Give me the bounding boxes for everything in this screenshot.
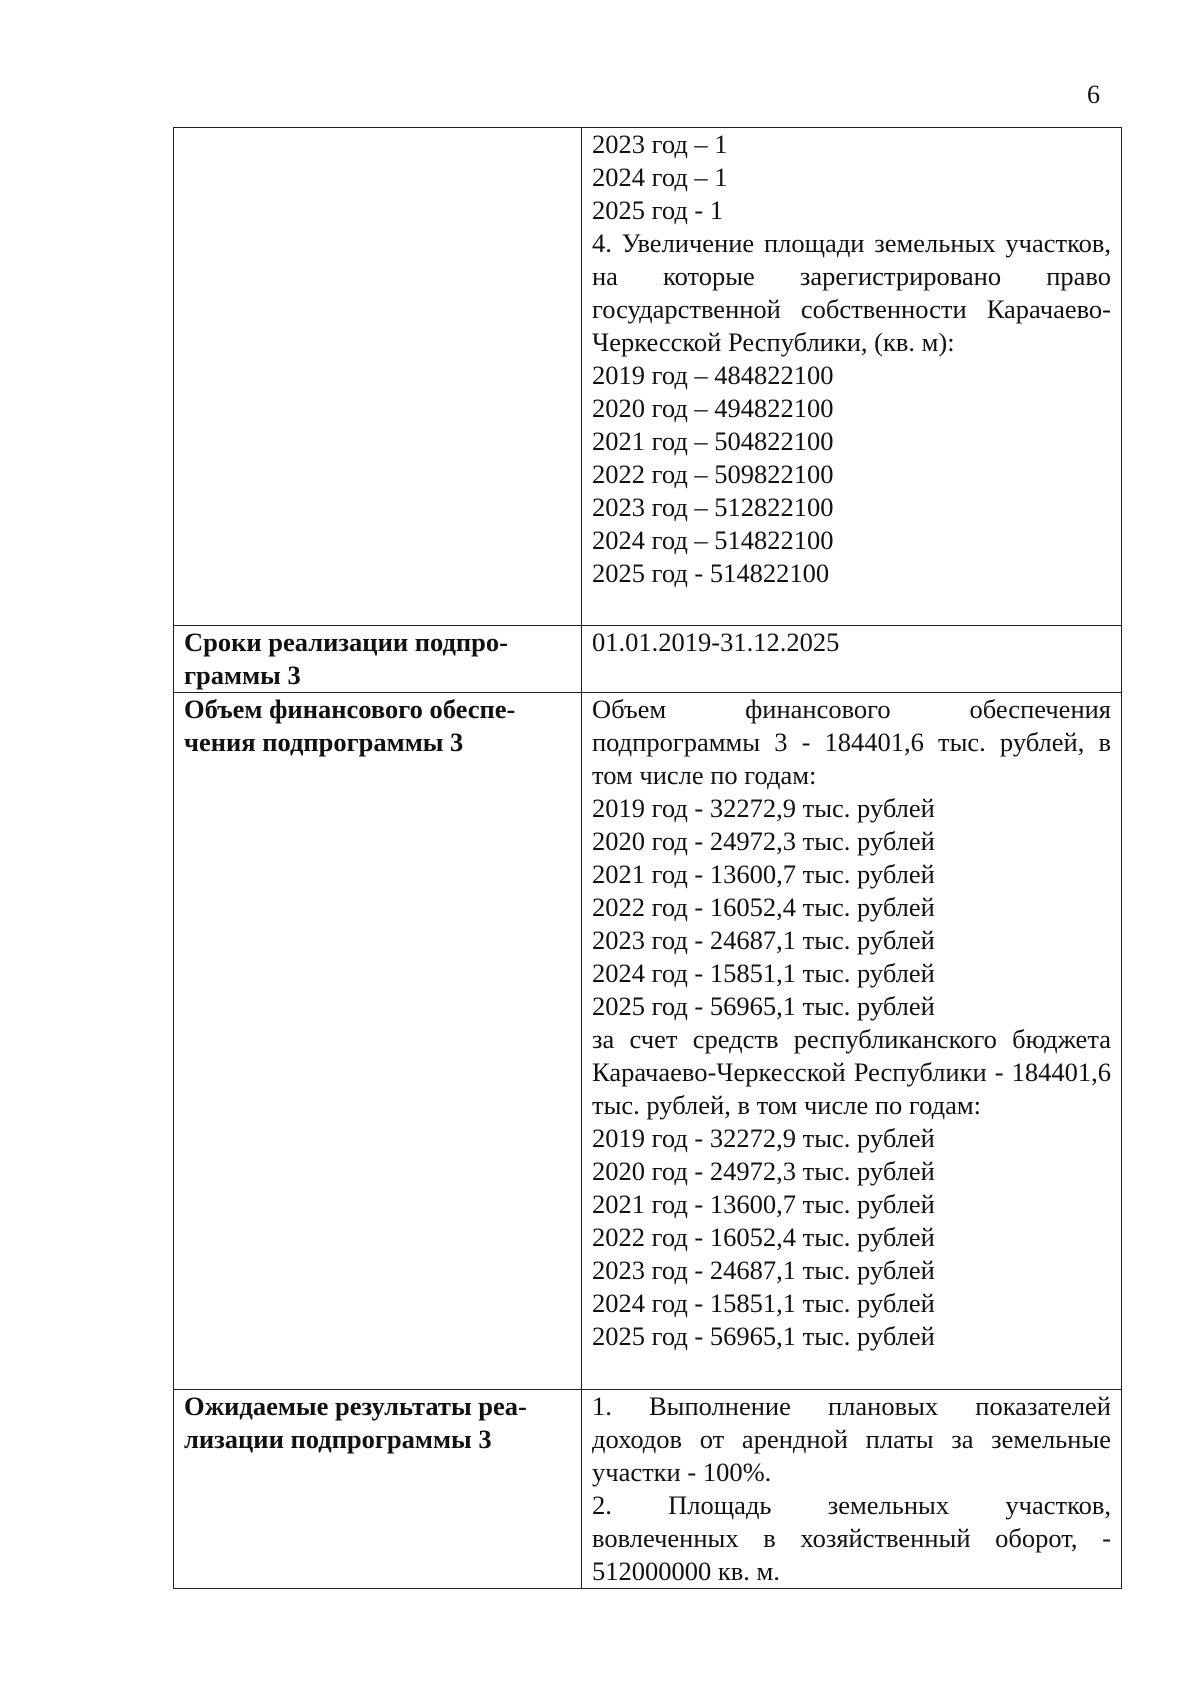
results-label-cell bbox=[174, 1390, 582, 1589]
finance-year-line: 2021 год - 13600,7 тыс. рублей bbox=[592, 859, 935, 889]
indicator-line: 2023 год – 1 bbox=[592, 129, 728, 159]
results-item-1: 1. Выполнение плановых показателей доходов от арендной платы за земельные участки - 100%. bbox=[592, 1391, 1111, 1487]
results-item-2: 2. Площадь земельных участков, вовлеченных в хозяйственный оборот, - 512000000 кв. м. bbox=[592, 1490, 1111, 1586]
indicator-line: 2021 год – 504822100 bbox=[592, 426, 834, 456]
indicator-line: 2019 год – 484822100 bbox=[592, 360, 834, 390]
indicator-line: 2025 год - 1 bbox=[592, 195, 724, 225]
indicator-line: 2024 год – 1 bbox=[592, 162, 728, 192]
terms-label-cell bbox=[174, 626, 582, 693]
indicators-value-cell bbox=[582, 128, 1122, 626]
finance-year-line: 2024 год - 15851,1 тыс. рублей bbox=[592, 958, 935, 988]
budget-year-line: 2022 год - 16052,4 тыс. рублей bbox=[592, 1222, 935, 1252]
finance-year-line: 2019 год - 32272,9 тыс. рублей bbox=[592, 793, 935, 823]
indicator-line: 2020 год – 494822100 bbox=[592, 393, 834, 423]
table-row-results bbox=[174, 1390, 1122, 1589]
budget-year-line: 2023 год - 24687,1 тыс. рублей bbox=[592, 1255, 935, 1285]
budget-year-line: 2024 год - 15851,1 тыс. рублей bbox=[592, 1288, 935, 1318]
budget-year-line: 2020 год - 24972,3 тыс. рублей bbox=[592, 1156, 935, 1186]
finance-year-line: 2023 год - 24687,1 тыс. рублей bbox=[592, 925, 935, 955]
budget-year-line: 2025 год - 56965,1 тыс. рублей bbox=[592, 1321, 935, 1351]
table-row-indicators bbox=[174, 128, 1122, 626]
terms-value-cell bbox=[582, 626, 1122, 693]
finance-year-line: 2022 год - 16052,4 тыс. рублей bbox=[592, 892, 935, 922]
indicator-line: 2023 год – 512822100 bbox=[592, 492, 834, 522]
results-label: Ожидаемые результаты реа- лизации подпрограммы 3 bbox=[184, 1391, 527, 1454]
finance-year-line: 2020 год - 24972,3 тыс. рублей bbox=[592, 826, 935, 856]
finance-label: Объем финансового обеспе- чения подпрограммы 3 bbox=[184, 694, 516, 757]
terms-label: Сроки реализации подпро- граммы 3 bbox=[184, 627, 508, 690]
finance-value-cell bbox=[582, 693, 1122, 1390]
indicator-line: 2024 год – 514822100 bbox=[592, 525, 834, 555]
indicator-line: 2022 год – 509822100 bbox=[592, 459, 834, 489]
finance-label-cell bbox=[174, 693, 582, 1390]
finance-year-line: 2025 год - 56965,1 тыс. рублей bbox=[592, 991, 935, 1021]
budget-year-line: 2019 год - 32272,9 тыс. рублей bbox=[592, 1123, 935, 1153]
finance-intro: Объем финансового обеспечения подпрограммы 3 - 184401,6 тыс. рублей, в том числе по годам: bbox=[592, 694, 1111, 790]
table-row-terms bbox=[174, 626, 1122, 693]
table-row-finance bbox=[174, 693, 1122, 1390]
budget-year-line: 2021 год - 13600,7 тыс. рублей bbox=[592, 1189, 935, 1219]
indicator-4-text: 4. Увеличение площади земельных участков, на которые зарегистрировано право государственной собственности Карачаево-Черкесской Республики, (кв. м): bbox=[592, 228, 1111, 357]
terms-value: 01.01.2019-31.12.2025 bbox=[592, 627, 840, 657]
results-value-cell bbox=[582, 1390, 1122, 1589]
passport-table bbox=[173, 127, 1122, 1589]
indicators-label-cell bbox=[174, 128, 582, 626]
indicator-line: 2025 год - 514822100 bbox=[592, 558, 830, 588]
page-number: 6 bbox=[1087, 80, 1100, 109]
finance-budget-text: за счет средств республиканского бюджета Карачаево-Черкесской Республики - 184401,6 тыс. рублей, в том числе по годам: bbox=[592, 1024, 1111, 1120]
